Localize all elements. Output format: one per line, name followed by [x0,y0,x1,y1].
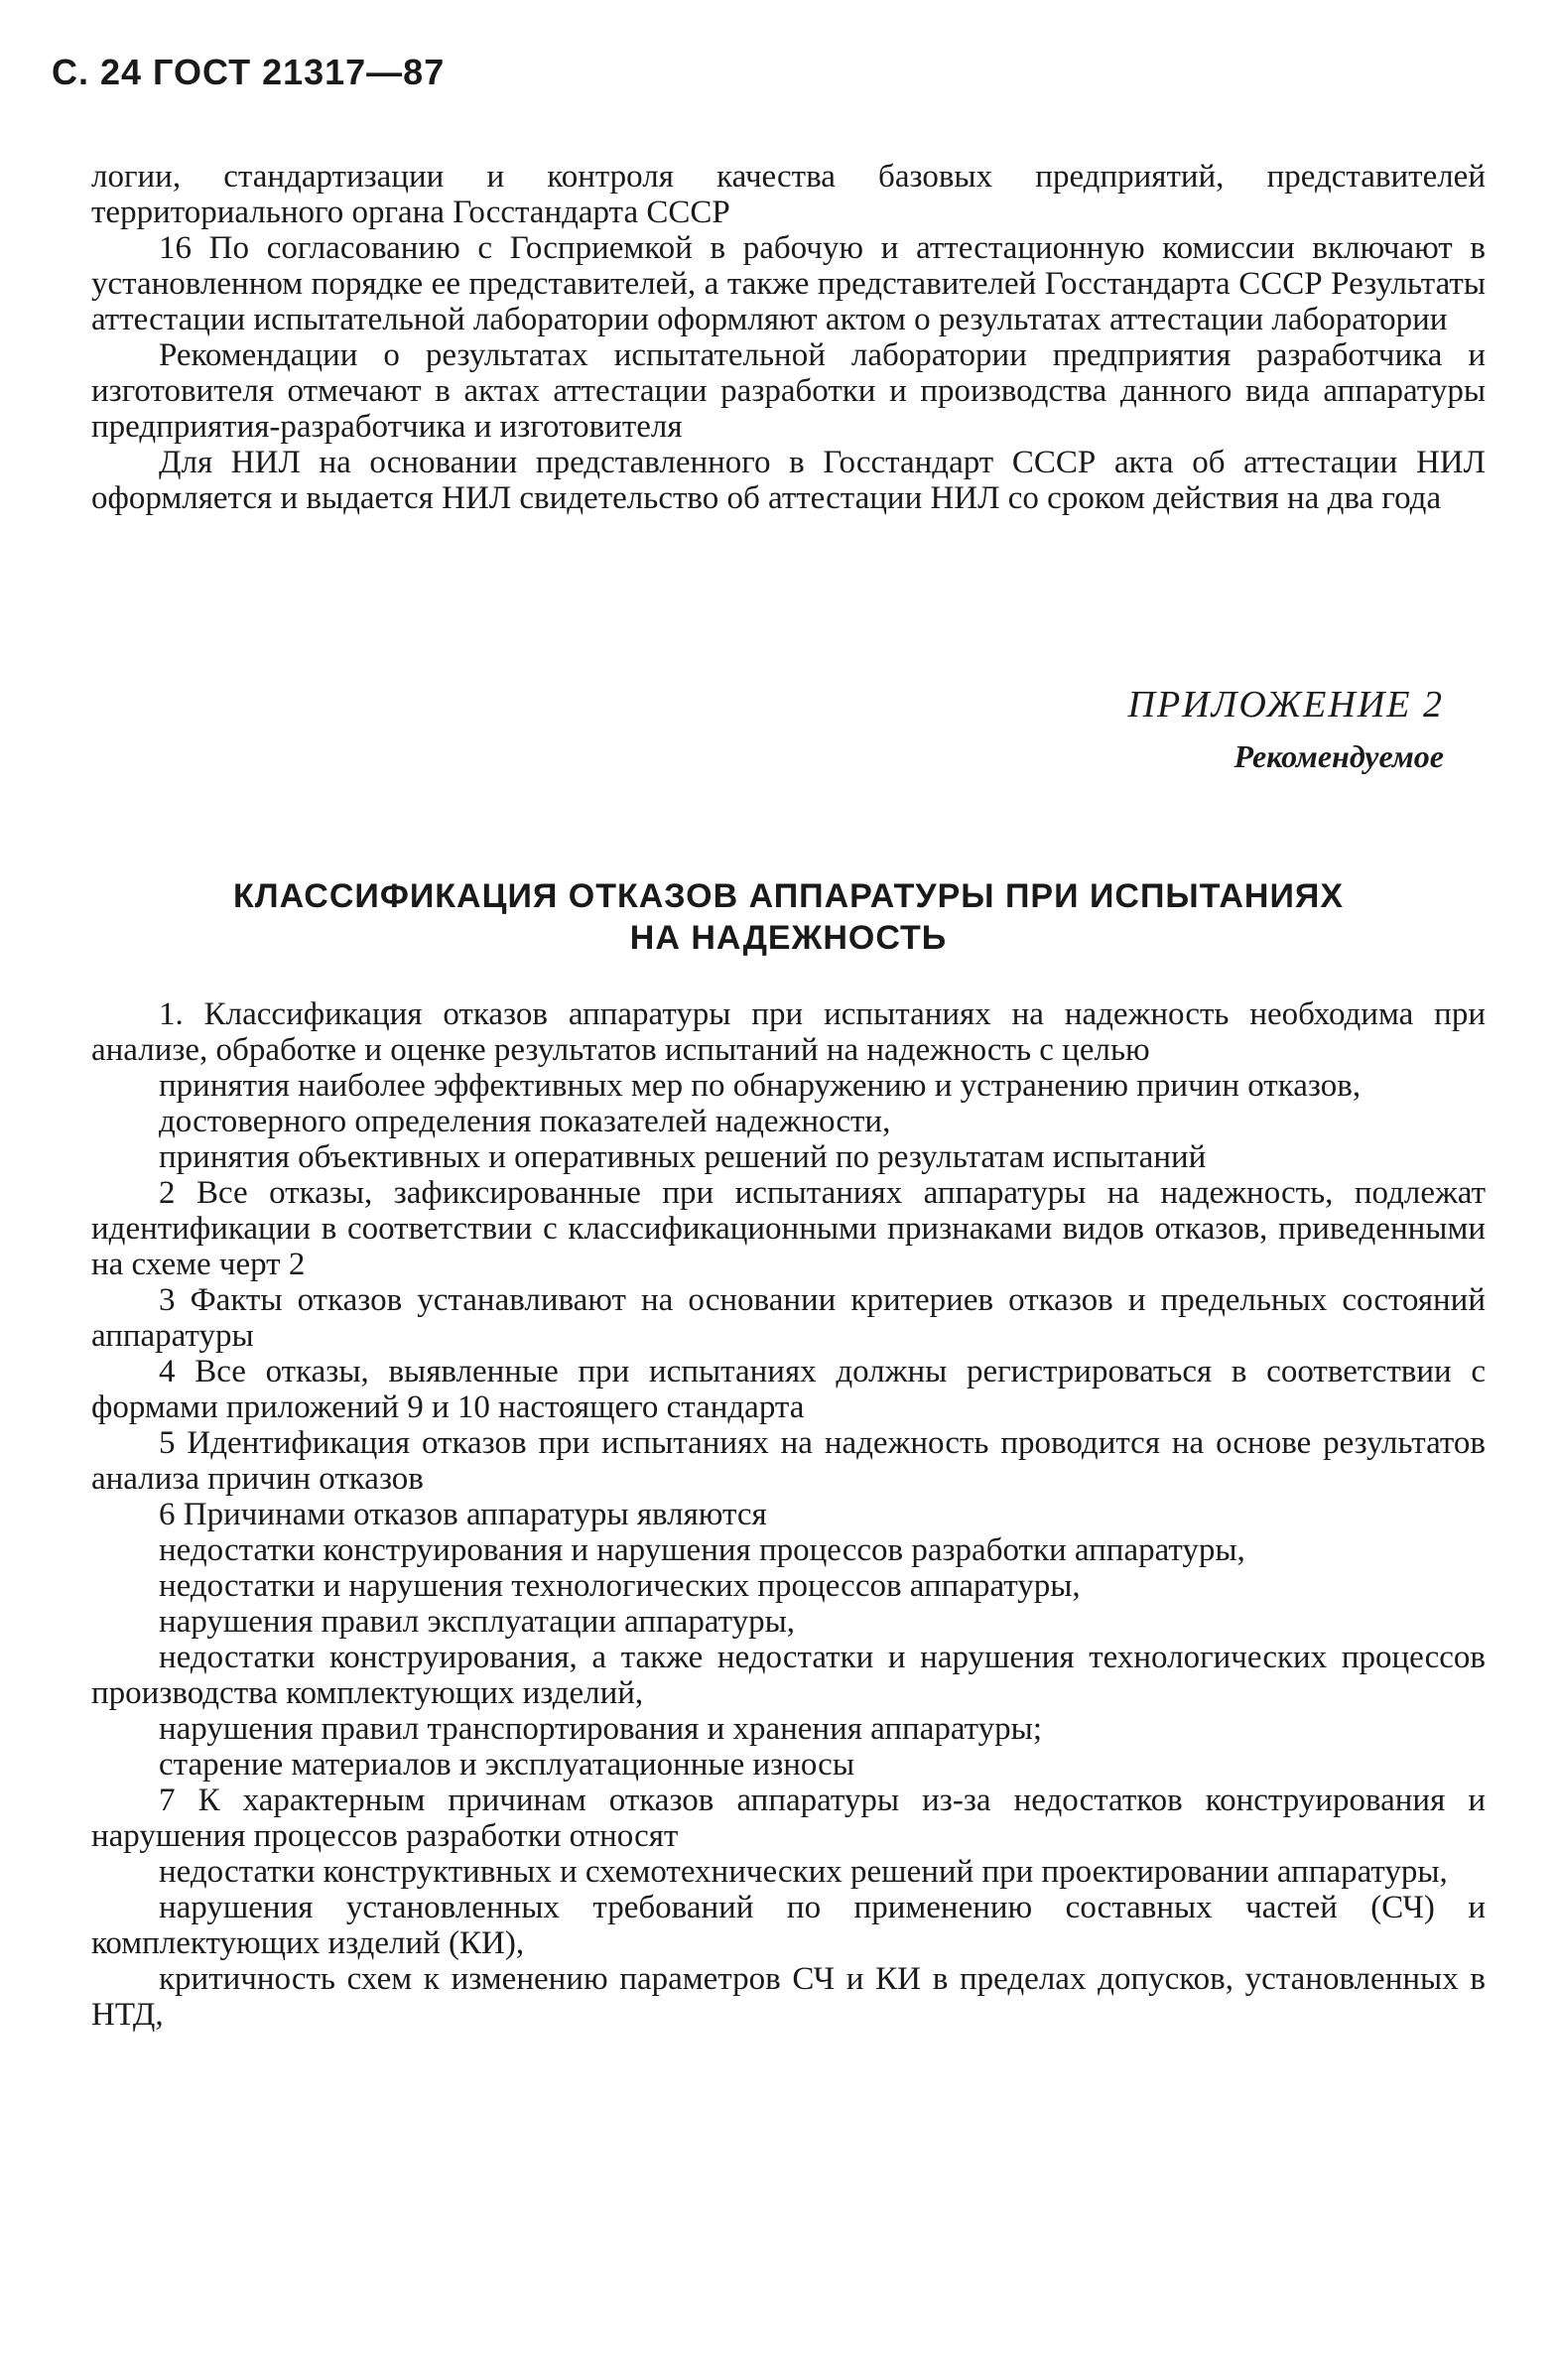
top-section [91,159,1486,516]
clause-1-item: достоверного определения показателей надежности, [159,1104,891,1139]
clause-7-item: нарушения установленных требований по применению составных частей (СЧ) и комплектующих изделий (КИ), [91,1890,1486,1961]
clause-2: 2 Все отказы, зафиксированные при испытаниях аппаратуры на надежность, подлежат идентификации в соответствии с классификационными признаками видов отказов, приведенными на схеме черт 2 [91,1175,1486,1282]
appendix-type: Рекомендуемое [1233,738,1444,774]
clause-3: 3 Факты отказов устанавливают на основании критериев отказов и предельных состояний аппаратуры [91,1282,1486,1354]
clause-1-item: принятия наиболее эффективных мер по обнаружению и устранению причин отказов, [159,1068,1362,1104]
clause-6-item: недостатки конструирования, а также недостатки и нарушения технологических процессов производства комплектующих изделий, [91,1640,1486,1711]
page-header: С. 24 ГОСТ 21317—87 [52,52,446,92]
paragraph-recommendations: Рекомендации о результатах испытательной лаборатории предприятия разработчика и изготовителя отмечают в актах аттестации разработки и производства данного вида аппаратуры предприятия-разработчика и изготовителя [91,337,1486,445]
clause-6-item: старение материалов и эксплуатационные износы [159,1747,854,1783]
paragraph-nil: Для НИЛ на основании представленного в Госстандарт СССР акта об аттестации НИЛ оформляется и выдается НИЛ свидетельство об аттестации НИЛ со сроком действия на два года [91,445,1486,516]
clause-4: 4 Все отказы, выявленные при испытаниях должны регистрироваться в соответствии с формами приложений 9 и 10 настоящего стандарта [91,1354,1486,1425]
paragraph-continuation: логии, стандартизации и контроля качества базовых предприятий, представителей территориального органа Госстандарта СССР [91,159,1486,230]
clause-7-item: критичность схем к изменению параметров СЧ и КИ в пределах допусков, установленных в НТД, [91,1961,1486,2033]
section-title [91,875,1486,959]
clause-7: 7 К характерным причинам отказов аппаратуры из-за недостатков конструирования и нарушения процессов разработки относят [91,1783,1486,1854]
clause-6-item: недостатки и нарушения технологических процессов аппаратуры, [159,1568,1081,1604]
clause-7-item: недостатки конструктивных и схемотехнических решений при проектировании аппаратуры, [159,1854,1448,1890]
clause-1-item: принятия объективных и оперативных решений по результатам испытаний [159,1139,1207,1175]
paragraph-16: 16 По согласованию с Госприемкой в рабочую и аттестационную комиссии включают в установленном порядке ее представителей, а также представителей Госстандарта СССР Результаты аттестации испытательной лаборатории оформляют актом о результатах аттестации лаборатории [91,230,1486,337]
section-title-line-1: КЛАССИФИКАЦИЯ ОТКАЗОВ АППАРАТУРЫ ПРИ ИСПЫТАНИЯХ [232,877,1344,915]
clause-6-item: нарушения правил транспортирования и хранения аппаратуры; [159,1711,1042,1747]
section-title-line-2: НА НАДЕЖНОСТЬ [629,919,948,957]
clause-1: 1. Классификация отказов аппаратуры при испытаниях на надежность необходима при анализе, обработке и оценке результатов испытаний на надежность с целью [91,996,1486,1068]
appendix-number: ПРИЛОЖЕНИЕ 2 [1127,684,1444,726]
clause-5: 5 Идентификация отказов при испытаниях на надежность проводится на основе результатов анализа причин отказов [91,1425,1486,1497]
main-body [91,996,1486,2033]
clause-6: 6 Причинами отказов аппаратуры являются [159,1497,767,1532]
clause-6-item: нарушения правил эксплуатации аппаратуры, [159,1604,796,1640]
clause-6-item: недостатки конструирования и нарушения процессов разработки аппаратуры, [159,1532,1245,1568]
